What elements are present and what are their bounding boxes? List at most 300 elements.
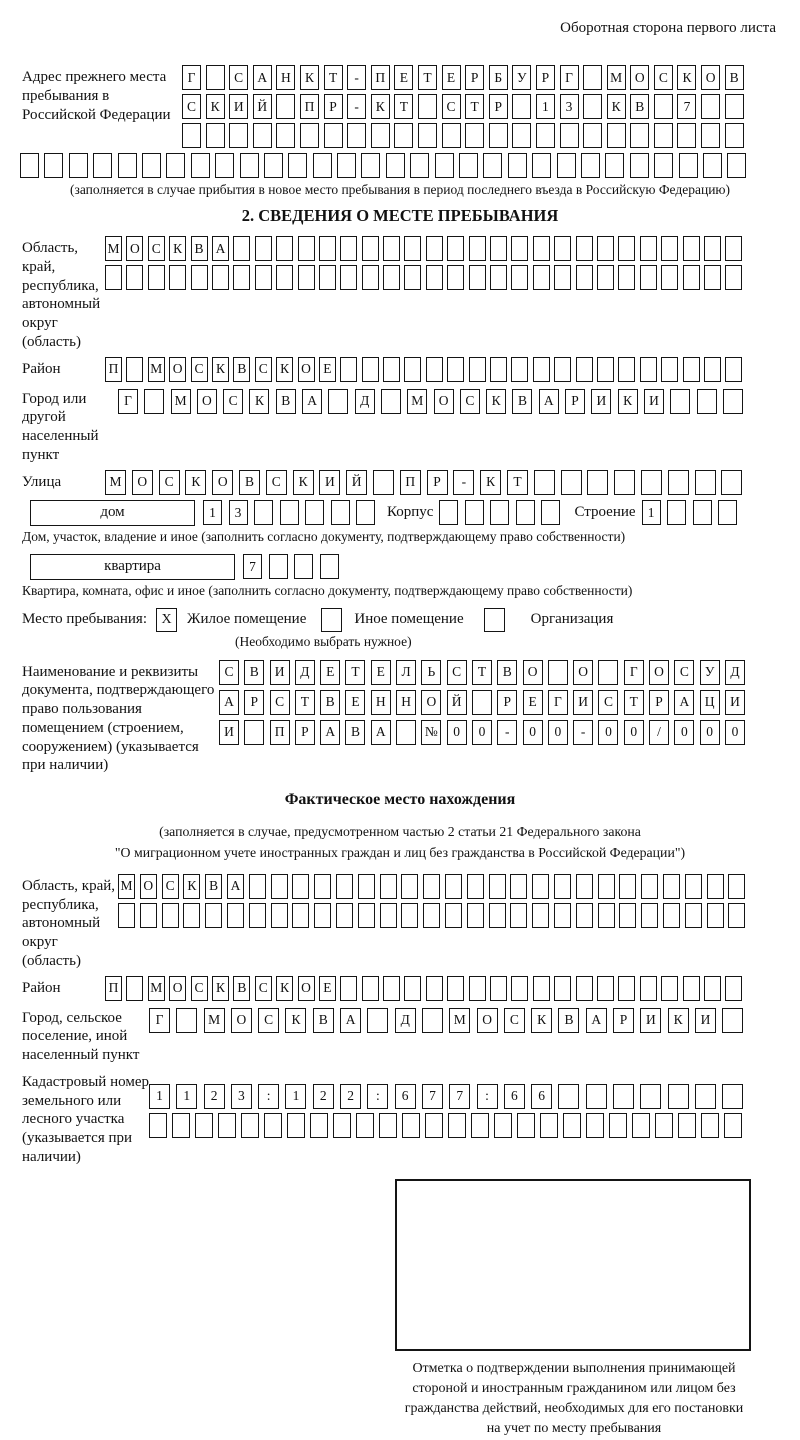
char-cell[interactable] — [249, 903, 266, 928]
char-cell[interactable] — [561, 470, 582, 495]
char-cell[interactable] — [563, 1113, 581, 1138]
char-cell[interactable]: В — [191, 236, 208, 261]
char-cell[interactable]: 3 — [229, 500, 248, 525]
char-cell[interactable] — [727, 153, 746, 178]
char-cell[interactable] — [336, 903, 353, 928]
char-cell[interactable]: К — [183, 874, 200, 899]
char-cell[interactable] — [314, 903, 331, 928]
char-cell[interactable]: О — [169, 976, 186, 1001]
char-cell[interactable] — [490, 976, 507, 1001]
char-cell[interactable]: Д — [395, 1008, 416, 1033]
char-cell[interactable] — [576, 903, 593, 928]
char-cell[interactable]: Е — [345, 690, 365, 715]
char-cell[interactable]: А — [302, 389, 322, 414]
char-cell[interactable] — [367, 1008, 388, 1033]
char-cell[interactable]: 1 — [203, 500, 222, 525]
char-cell[interactable] — [373, 470, 394, 495]
char-cell[interactable] — [183, 903, 200, 928]
char-cell[interactable] — [613, 1084, 634, 1109]
char-cell[interactable] — [640, 265, 657, 290]
char-cell[interactable] — [532, 153, 551, 178]
char-cell[interactable] — [386, 153, 405, 178]
char-cell[interactable] — [534, 470, 555, 495]
char-cell[interactable]: А — [371, 720, 391, 745]
char-cell[interactable] — [333, 1113, 351, 1138]
char-cell[interactable] — [176, 1008, 197, 1033]
stay-option-residential-checkbox[interactable]: X — [156, 608, 177, 632]
char-cell[interactable] — [410, 153, 429, 178]
char-cell[interactable] — [255, 236, 272, 261]
char-cell[interactable]: К — [607, 94, 626, 119]
char-cell[interactable]: К — [480, 470, 501, 495]
char-cell[interactable]: Р — [489, 94, 508, 119]
char-cell[interactable] — [426, 357, 443, 382]
char-cell[interactable]: С — [442, 94, 461, 119]
char-cell[interactable] — [683, 357, 700, 382]
char-cell[interactable]: - — [453, 470, 474, 495]
char-cell[interactable] — [704, 265, 721, 290]
char-cell[interactable]: О — [126, 236, 143, 261]
char-cell[interactable] — [640, 236, 657, 261]
char-cell[interactable] — [640, 976, 657, 1001]
char-cell[interactable] — [361, 153, 380, 178]
char-cell[interactable] — [288, 153, 307, 178]
char-cell[interactable] — [380, 903, 397, 928]
char-cell[interactable] — [340, 976, 357, 1001]
char-cell[interactable] — [533, 265, 550, 290]
char-cell[interactable] — [679, 153, 698, 178]
char-cell[interactable] — [586, 1113, 604, 1138]
char-cell[interactable]: М — [148, 976, 165, 1001]
char-cell[interactable] — [362, 976, 379, 1001]
char-cell[interactable]: К — [206, 94, 225, 119]
char-cell[interactable]: В — [233, 357, 250, 382]
char-cell[interactable] — [404, 265, 421, 290]
char-cell[interactable] — [511, 236, 528, 261]
char-cell[interactable]: Й — [253, 94, 272, 119]
char-cell[interactable] — [654, 94, 673, 119]
char-cell[interactable] — [576, 976, 593, 1001]
char-cell[interactable] — [576, 265, 593, 290]
char-cell[interactable] — [693, 500, 712, 525]
char-cell[interactable] — [140, 903, 157, 928]
char-cell[interactable] — [663, 903, 680, 928]
char-cell[interactable] — [426, 976, 443, 1001]
char-cell[interactable]: И — [270, 660, 290, 685]
char-cell[interactable]: 0 — [447, 720, 467, 745]
char-cell[interactable]: Г — [548, 690, 568, 715]
char-cell[interactable] — [227, 903, 244, 928]
char-cell[interactable]: К — [371, 94, 390, 119]
char-cell[interactable]: П — [300, 94, 319, 119]
char-cell[interactable]: Р — [649, 690, 669, 715]
char-cell[interactable]: О — [169, 357, 186, 382]
char-cell[interactable] — [704, 976, 721, 1001]
char-cell[interactable] — [576, 236, 593, 261]
char-cell[interactable]: Е — [523, 690, 543, 715]
char-cell[interactable]: - — [497, 720, 517, 745]
char-cell[interactable]: Т — [345, 660, 365, 685]
char-cell[interactable] — [469, 236, 486, 261]
char-cell[interactable] — [554, 976, 571, 1001]
char-cell[interactable] — [383, 357, 400, 382]
char-cell[interactable]: 0 — [472, 720, 492, 745]
char-cell[interactable] — [337, 153, 356, 178]
char-cell[interactable] — [320, 554, 339, 579]
char-cell[interactable] — [241, 1113, 259, 1138]
char-cell[interactable]: Д — [355, 389, 375, 414]
char-cell[interactable]: Б — [489, 65, 508, 90]
char-cell[interactable] — [554, 874, 571, 899]
char-cell[interactable]: Й — [447, 690, 467, 715]
char-cell[interactable] — [685, 874, 702, 899]
char-cell[interactable] — [605, 153, 624, 178]
char-cell[interactable] — [640, 357, 657, 382]
char-cell[interactable]: О — [630, 65, 649, 90]
char-cell[interactable] — [541, 500, 560, 525]
char-cell[interactable] — [394, 123, 413, 148]
char-cell[interactable] — [618, 236, 635, 261]
char-cell[interactable] — [677, 123, 696, 148]
char-cell[interactable] — [404, 357, 421, 382]
char-cell[interactable] — [723, 389, 743, 414]
char-cell[interactable] — [533, 976, 550, 1001]
char-cell[interactable] — [583, 94, 602, 119]
char-cell[interactable] — [244, 720, 264, 745]
char-cell[interactable] — [701, 1113, 719, 1138]
char-cell[interactable] — [489, 874, 506, 899]
char-cell[interactable]: А — [340, 1008, 361, 1033]
char-cell[interactable] — [264, 153, 283, 178]
char-cell[interactable]: - — [347, 94, 366, 119]
char-cell[interactable] — [701, 123, 720, 148]
char-cell[interactable] — [447, 265, 464, 290]
char-cell[interactable] — [618, 976, 635, 1001]
char-cell[interactable]: Л — [396, 660, 416, 685]
char-cell[interactable] — [44, 153, 63, 178]
char-cell[interactable]: А — [586, 1008, 607, 1033]
char-cell[interactable] — [586, 1084, 607, 1109]
char-cell[interactable] — [472, 690, 492, 715]
char-cell[interactable] — [191, 265, 208, 290]
char-cell[interactable] — [396, 720, 416, 745]
char-cell[interactable] — [314, 874, 331, 899]
char-cell[interactable]: Г — [624, 660, 644, 685]
char-cell[interactable]: И — [319, 470, 340, 495]
char-cell[interactable]: Д — [295, 660, 315, 685]
char-cell[interactable]: В — [558, 1008, 579, 1033]
char-cell[interactable] — [725, 976, 742, 1001]
char-cell[interactable]: И — [725, 690, 745, 715]
char-cell[interactable]: Е — [319, 976, 336, 1001]
char-cell[interactable] — [471, 1113, 489, 1138]
char-cell[interactable] — [576, 874, 593, 899]
char-cell[interactable]: В — [233, 976, 250, 1001]
char-cell[interactable]: 0 — [674, 720, 694, 745]
char-cell[interactable] — [383, 976, 400, 1001]
char-cell[interactable] — [618, 265, 635, 290]
char-cell[interactable] — [554, 265, 571, 290]
char-cell[interactable]: : — [477, 1084, 498, 1109]
char-cell[interactable] — [276, 236, 293, 261]
char-cell[interactable] — [418, 94, 437, 119]
char-cell[interactable] — [581, 153, 600, 178]
char-cell[interactable] — [557, 153, 576, 178]
char-cell[interactable]: К — [677, 65, 696, 90]
char-cell[interactable]: С — [258, 1008, 279, 1033]
char-cell[interactable] — [371, 123, 390, 148]
char-cell[interactable] — [401, 874, 418, 899]
char-cell[interactable]: Т — [418, 65, 437, 90]
char-cell[interactable] — [276, 94, 295, 119]
char-cell[interactable]: Т — [472, 660, 492, 685]
char-cell[interactable]: К — [300, 65, 319, 90]
char-cell[interactable] — [313, 153, 332, 178]
char-cell[interactable]: О — [421, 690, 441, 715]
stay-option-other-checkbox[interactable] — [321, 608, 342, 632]
char-cell[interactable] — [149, 1113, 167, 1138]
char-cell[interactable]: И — [695, 1008, 716, 1033]
char-cell[interactable] — [560, 123, 579, 148]
char-cell[interactable] — [362, 265, 379, 290]
char-cell[interactable] — [725, 94, 744, 119]
char-cell[interactable] — [264, 1113, 282, 1138]
char-cell[interactable] — [508, 153, 527, 178]
char-cell[interactable] — [704, 236, 721, 261]
char-cell[interactable]: И — [591, 389, 611, 414]
char-cell[interactable]: Р — [536, 65, 555, 90]
char-cell[interactable]: С — [598, 690, 618, 715]
char-cell[interactable] — [20, 153, 39, 178]
char-cell[interactable]: Т — [295, 690, 315, 715]
char-cell[interactable] — [287, 1113, 305, 1138]
char-cell[interactable] — [554, 357, 571, 382]
char-cell[interactable]: В — [497, 660, 517, 685]
char-cell[interactable]: А — [674, 690, 694, 715]
char-cell[interactable]: С — [255, 976, 272, 1001]
char-cell[interactable]: П — [270, 720, 290, 745]
char-cell[interactable] — [148, 265, 165, 290]
char-cell[interactable]: 1 — [285, 1084, 306, 1109]
char-cell[interactable] — [667, 500, 686, 525]
char-cell[interactable]: Т — [394, 94, 413, 119]
char-cell[interactable] — [294, 554, 313, 579]
char-cell[interactable] — [516, 500, 535, 525]
char-cell[interactable] — [683, 976, 700, 1001]
char-cell[interactable]: В — [725, 65, 744, 90]
char-cell[interactable]: М — [449, 1008, 470, 1033]
char-cell[interactable]: В — [345, 720, 365, 745]
char-cell[interactable] — [465, 123, 484, 148]
char-cell[interactable]: / — [649, 720, 669, 745]
char-cell[interactable] — [678, 1113, 696, 1138]
char-cell[interactable] — [402, 1113, 420, 1138]
char-cell[interactable] — [489, 903, 506, 928]
char-cell[interactable] — [447, 357, 464, 382]
char-cell[interactable] — [701, 94, 720, 119]
char-cell[interactable] — [310, 1113, 328, 1138]
char-cell[interactable]: С — [654, 65, 673, 90]
char-cell[interactable]: С — [460, 389, 480, 414]
char-cell[interactable] — [548, 660, 568, 685]
char-cell[interactable] — [640, 1084, 661, 1109]
char-cell[interactable]: И — [640, 1008, 661, 1033]
char-cell[interactable]: М — [105, 236, 122, 261]
char-cell[interactable]: С — [504, 1008, 525, 1033]
char-cell[interactable]: К — [285, 1008, 306, 1033]
char-cell[interactable] — [722, 1008, 743, 1033]
char-cell[interactable] — [448, 1113, 466, 1138]
char-cell[interactable]: О — [298, 357, 315, 382]
char-cell[interactable]: 0 — [598, 720, 618, 745]
char-cell[interactable] — [172, 1113, 190, 1138]
char-cell[interactable]: И — [219, 720, 239, 745]
char-cell[interactable] — [276, 265, 293, 290]
char-cell[interactable]: К — [212, 357, 229, 382]
char-cell[interactable]: К — [276, 976, 293, 1001]
char-cell[interactable] — [166, 153, 185, 178]
char-cell[interactable]: В — [630, 94, 649, 119]
char-cell[interactable] — [126, 357, 143, 382]
char-cell[interactable] — [490, 236, 507, 261]
char-cell[interactable]: 7 — [449, 1084, 470, 1109]
char-cell[interactable]: Г — [560, 65, 579, 90]
char-cell[interactable] — [641, 903, 658, 928]
char-cell[interactable] — [305, 500, 324, 525]
char-cell[interactable] — [381, 389, 401, 414]
char-cell[interactable]: С — [182, 94, 201, 119]
char-cell[interactable] — [558, 1084, 579, 1109]
char-cell[interactable] — [205, 903, 222, 928]
char-cell[interactable]: И — [573, 690, 593, 715]
char-cell[interactable] — [532, 903, 549, 928]
char-cell[interactable] — [331, 500, 350, 525]
char-cell[interactable] — [418, 123, 437, 148]
char-cell[interactable] — [533, 236, 550, 261]
char-cell[interactable] — [379, 1113, 397, 1138]
char-cell[interactable] — [483, 153, 502, 178]
char-cell[interactable] — [465, 500, 484, 525]
char-cell[interactable]: Е — [319, 357, 336, 382]
char-cell[interactable] — [126, 265, 143, 290]
char-cell[interactable] — [469, 357, 486, 382]
char-cell[interactable] — [655, 1113, 673, 1138]
char-cell[interactable] — [206, 123, 225, 148]
char-cell[interactable]: К — [668, 1008, 689, 1033]
char-cell[interactable]: Д — [725, 660, 745, 685]
char-cell[interactable] — [336, 874, 353, 899]
char-cell[interactable] — [404, 976, 421, 1001]
char-cell[interactable] — [490, 357, 507, 382]
char-cell[interactable] — [328, 389, 348, 414]
char-cell[interactable] — [292, 874, 309, 899]
char-cell[interactable] — [255, 265, 272, 290]
char-cell[interactable]: А — [539, 389, 559, 414]
char-cell[interactable] — [271, 903, 288, 928]
char-cell[interactable] — [426, 236, 443, 261]
char-cell[interactable] — [597, 357, 614, 382]
char-cell[interactable]: А — [253, 65, 272, 90]
char-cell[interactable] — [597, 265, 614, 290]
char-cell[interactable] — [554, 903, 571, 928]
char-cell[interactable] — [725, 357, 742, 382]
char-cell[interactable]: М — [407, 389, 427, 414]
char-cell[interactable]: 0 — [700, 720, 720, 745]
char-cell[interactable] — [533, 357, 550, 382]
char-cell[interactable] — [707, 874, 724, 899]
char-cell[interactable]: Е — [394, 65, 413, 90]
char-cell[interactable]: В — [320, 690, 340, 715]
char-cell[interactable] — [598, 660, 618, 685]
char-cell[interactable] — [240, 153, 259, 178]
char-cell[interactable] — [654, 153, 673, 178]
char-cell[interactable] — [423, 874, 440, 899]
char-cell[interactable] — [358, 874, 375, 899]
char-cell[interactable]: 6 — [504, 1084, 525, 1109]
char-cell[interactable] — [704, 357, 721, 382]
char-cell[interactable] — [510, 903, 527, 928]
char-cell[interactable] — [233, 236, 250, 261]
char-cell[interactable]: Н — [371, 690, 391, 715]
char-cell[interactable]: М — [148, 357, 165, 382]
char-cell[interactable]: С — [191, 976, 208, 1001]
char-cell[interactable] — [661, 265, 678, 290]
char-cell[interactable] — [195, 1113, 213, 1138]
char-cell[interactable]: 1 — [642, 500, 661, 525]
char-cell[interactable] — [721, 470, 742, 495]
char-cell[interactable]: К — [249, 389, 269, 414]
char-cell[interactable]: Р — [295, 720, 315, 745]
char-cell[interactable]: 0 — [624, 720, 644, 745]
char-cell[interactable]: - — [573, 720, 593, 745]
char-cell[interactable] — [298, 265, 315, 290]
char-cell[interactable]: П — [371, 65, 390, 90]
char-cell[interactable] — [423, 903, 440, 928]
char-cell[interactable]: О — [523, 660, 543, 685]
char-cell[interactable]: 7 — [243, 554, 262, 579]
char-cell[interactable]: Р — [565, 389, 585, 414]
char-cell[interactable]: О — [434, 389, 454, 414]
char-cell[interactable] — [269, 554, 288, 579]
char-cell[interactable] — [512, 123, 531, 148]
char-cell[interactable] — [469, 265, 486, 290]
char-cell[interactable] — [340, 236, 357, 261]
char-cell[interactable] — [597, 976, 614, 1001]
char-cell[interactable]: О — [298, 976, 315, 1001]
char-cell[interactable]: Т — [624, 690, 644, 715]
char-cell[interactable] — [358, 903, 375, 928]
char-cell[interactable] — [212, 265, 229, 290]
char-cell[interactable]: 6 — [531, 1084, 552, 1109]
char-cell[interactable] — [300, 123, 319, 148]
char-cell[interactable] — [467, 903, 484, 928]
char-cell[interactable]: Н — [396, 690, 416, 715]
char-cell[interactable] — [554, 236, 571, 261]
char-cell[interactable]: Г — [149, 1008, 170, 1033]
char-cell[interactable] — [215, 153, 234, 178]
char-cell[interactable] — [583, 65, 602, 90]
char-cell[interactable]: 3 — [231, 1084, 252, 1109]
char-cell[interactable] — [218, 1113, 236, 1138]
char-cell[interactable]: П — [400, 470, 421, 495]
char-cell[interactable]: К — [618, 389, 638, 414]
char-cell[interactable]: О — [212, 470, 233, 495]
char-cell[interactable] — [126, 976, 143, 1001]
char-cell[interactable] — [722, 1084, 743, 1109]
char-cell[interactable] — [725, 236, 742, 261]
char-cell[interactable]: У — [700, 660, 720, 685]
char-cell[interactable]: С — [223, 389, 243, 414]
